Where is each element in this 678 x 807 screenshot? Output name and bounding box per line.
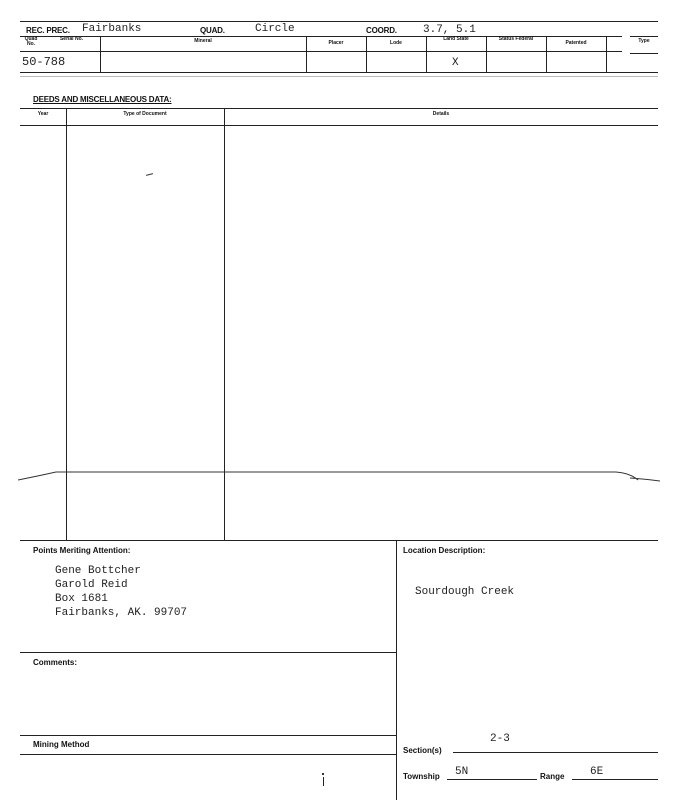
mining-underline [20, 754, 396, 755]
section-underline [453, 752, 658, 753]
mining-label: Mining Method [33, 740, 90, 749]
col-status-federal: Status Federal [498, 36, 534, 42]
land-state-mark: X [452, 57, 459, 69]
claim-col-divider [366, 36, 367, 72]
stray-dot [322, 773, 324, 775]
coord-label: COORD. [366, 26, 397, 35]
coord-value: 3.7, 5.1 [423, 24, 476, 36]
col-patented: Patented [565, 40, 587, 46]
points-line: Garold Reid [55, 579, 128, 591]
claim-header-rule-right [630, 53, 658, 54]
col-land-state: Land State [443, 36, 469, 42]
col-lode: Lode [390, 40, 402, 46]
range-label: Range [540, 772, 565, 781]
points-lines [55, 564, 187, 620]
deeds-top-rule [20, 108, 658, 109]
col-serial-no: Serial No. [59, 36, 84, 42]
range-value: 6E [590, 766, 604, 778]
mining-rule [20, 735, 396, 736]
claim-col-divider [426, 36, 427, 72]
claim-col-divider [546, 36, 547, 72]
deeds-title: DEEDS AND MISCELLANEOUS DATA: [33, 95, 172, 104]
header-rule-right [630, 36, 658, 37]
claim-col-divider [486, 36, 487, 72]
col-placer: Placer [328, 40, 344, 46]
deeds-header-rule [20, 125, 658, 126]
fold-line [18, 466, 660, 486]
quad-value: Circle [255, 23, 295, 35]
location-label: Location Description: [403, 546, 486, 555]
location-value: Sourdough Creek [415, 586, 515, 598]
stray-mark [146, 173, 153, 176]
col-mineral: Mineral [194, 38, 212, 44]
claim-col-divider [100, 36, 101, 72]
points-label: Points Meriting Attention: [33, 546, 131, 555]
deeds-col-details: Details [432, 111, 450, 117]
header-top-rule [20, 21, 658, 22]
quad-label: QUAD. [200, 26, 225, 35]
rec-prec-value: Fairbanks [82, 23, 142, 35]
section-label: Section(s) [403, 746, 442, 755]
comments-label: Comments: [33, 658, 78, 667]
col-quad-no: Quad No. [24, 36, 38, 47]
claim-table-bottom [20, 72, 658, 73]
deeds-col-year: Year [37, 111, 49, 117]
points-line: Fairbanks, AK. 99707 [55, 607, 188, 619]
deeds-col-type: Type of Document [123, 111, 167, 117]
section-value: 2-3 [490, 733, 510, 745]
lower-top-rule [20, 540, 658, 541]
points-line: Gene Bottcher [55, 565, 141, 577]
stray-tick [323, 777, 324, 786]
quad-serial-value: 50-788 [22, 55, 66, 69]
comments-rule [20, 652, 396, 653]
township-value: 5N [455, 766, 469, 778]
range-underline [572, 779, 658, 780]
claim-table-bottom-faint [20, 76, 658, 77]
rec-prec-label: REC. PREC. [26, 26, 70, 35]
township-underline [447, 779, 537, 780]
col-type: Type [638, 38, 650, 44]
points-line: Box 1681 [55, 593, 108, 605]
lower-col-divider [396, 540, 397, 800]
claim-col-divider [306, 36, 307, 72]
claim-header-rule [20, 51, 622, 52]
township-label: Township [403, 772, 440, 781]
claim-col-divider [606, 36, 607, 72]
